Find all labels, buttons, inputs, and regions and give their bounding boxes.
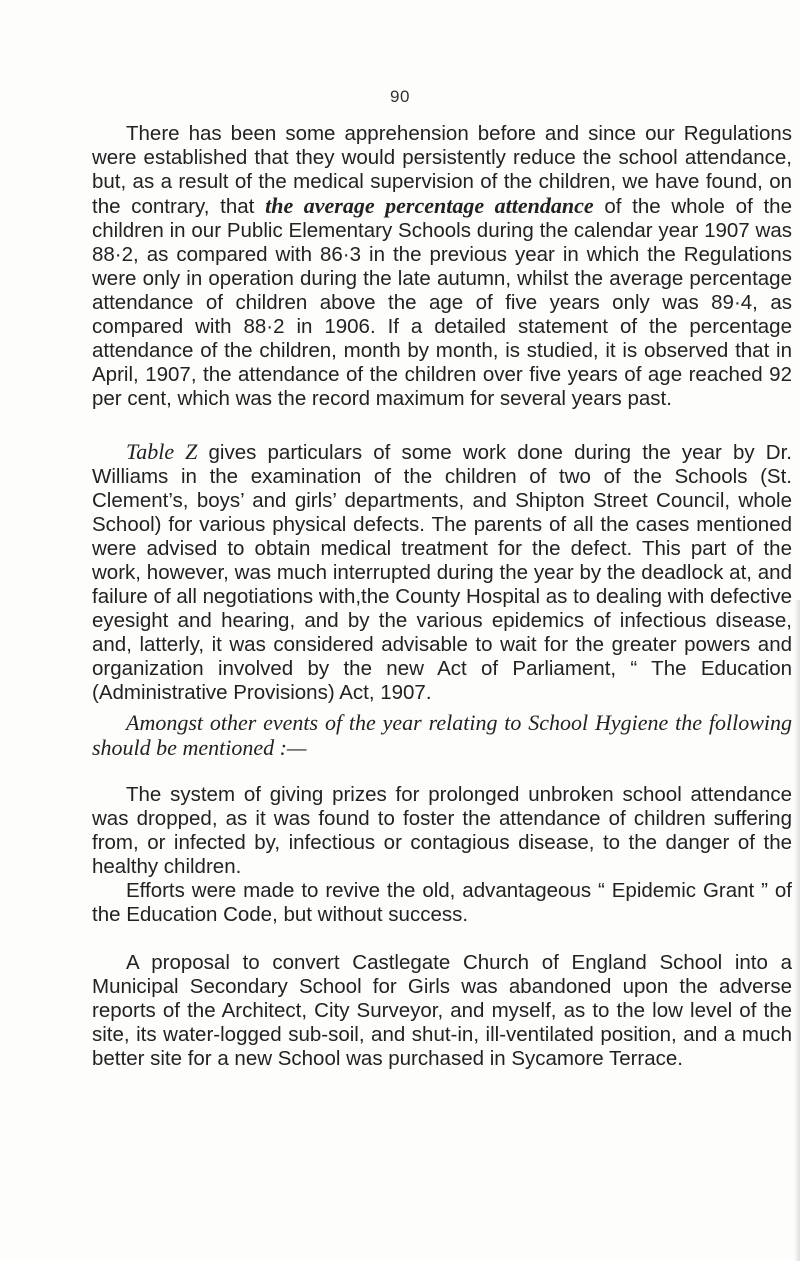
paragraph-epidemic-grant <box>92 879 792 927</box>
paragraph-attendance <box>92 122 792 411</box>
paragraph-castlegate-text: A proposal to convert Castlegate Church of England School into a Municipal Secondary School for Girls was abandoned upon the adverse reports of the Architect, City Surveyor, and myself, as to the low level of the site, its water-logged sub-soil, and shut-in, ill-ventilated position, and a much better site for a new School was purchased in Sycamore Terrace. <box>92 951 792 1070</box>
paragraph-table-z-body: gives particulars of some work done during the year by Dr. Williams in the examination of the children of two of the Schools (St. Clement’s, boys’ and girls’ departments, and Shipton Street Council, whole School) for various physical defects. The parents of all the cases mentioned were advised to obtain medical treatment for the defect. This part of the work, however, was much interrupted during the year by the deadlock at, and failure of all negotiations with,the County Hospital as to dealing with defective eyesight and hearing, and by the various epidemics of infectious disease, and, latterly, it was considered advisable to wait for the greater powers and organization involved by the new Act of Parliament, “ The Education (Administrative Provisions) Act, 1907. <box>92 441 792 704</box>
page-edge-shadow <box>794 600 800 1261</box>
table-z-reference: Table Z <box>126 439 198 464</box>
paragraph-castlegate <box>92 951 792 1071</box>
other-events-heading: Amongst other events of the year relating to School Hygiene the following should be mentioned :— <box>92 710 792 760</box>
paragraph-attendance-intro: There has been some apprehension before and since our Regulations were established that they would persistently reduce the school attendance, but, as a result of the medical supervision of the children, we have found, on the contrary, that <box>92 122 792 218</box>
emphasis-average-percentage-attendance: the average percentage attendance <box>265 193 594 218</box>
paragraph-table-z <box>92 440 792 705</box>
paragraph-prizes-text: The system of giving prizes for prolonged unbroken school attendance was dropped, as it was found to foster the attendance of children suffering from, or infected by, infectious or contagious disease, to the danger of the healthy children. <box>92 783 792 878</box>
paragraph-prizes <box>92 783 792 879</box>
paragraph-attendance-body: of the whole of the children in our Public Elementary Schools during the calendar year 1907 was 88·2, as compared with 86·3 in the previous year in which the Regulations were only in operation during the late autumn, whilst the average percentage attendance of children above the age of five years only was 89·4, as compared with 88·2 in 1906. If a detailed statement of the percentage attendance of the children, month by month, is studied, it is observed that in April, 1907, the attendance of the children over five years of age reached 92 per cent, which was the record maximum for several years past. <box>92 195 792 410</box>
paragraph-other-events-heading <box>92 711 792 761</box>
page-number: 90 <box>390 87 410 106</box>
paragraph-epidemic-grant-text: Efforts were made to revive the old, advantageous “ Epidemic Grant ” of the Education Code, but without success. <box>92 879 792 926</box>
